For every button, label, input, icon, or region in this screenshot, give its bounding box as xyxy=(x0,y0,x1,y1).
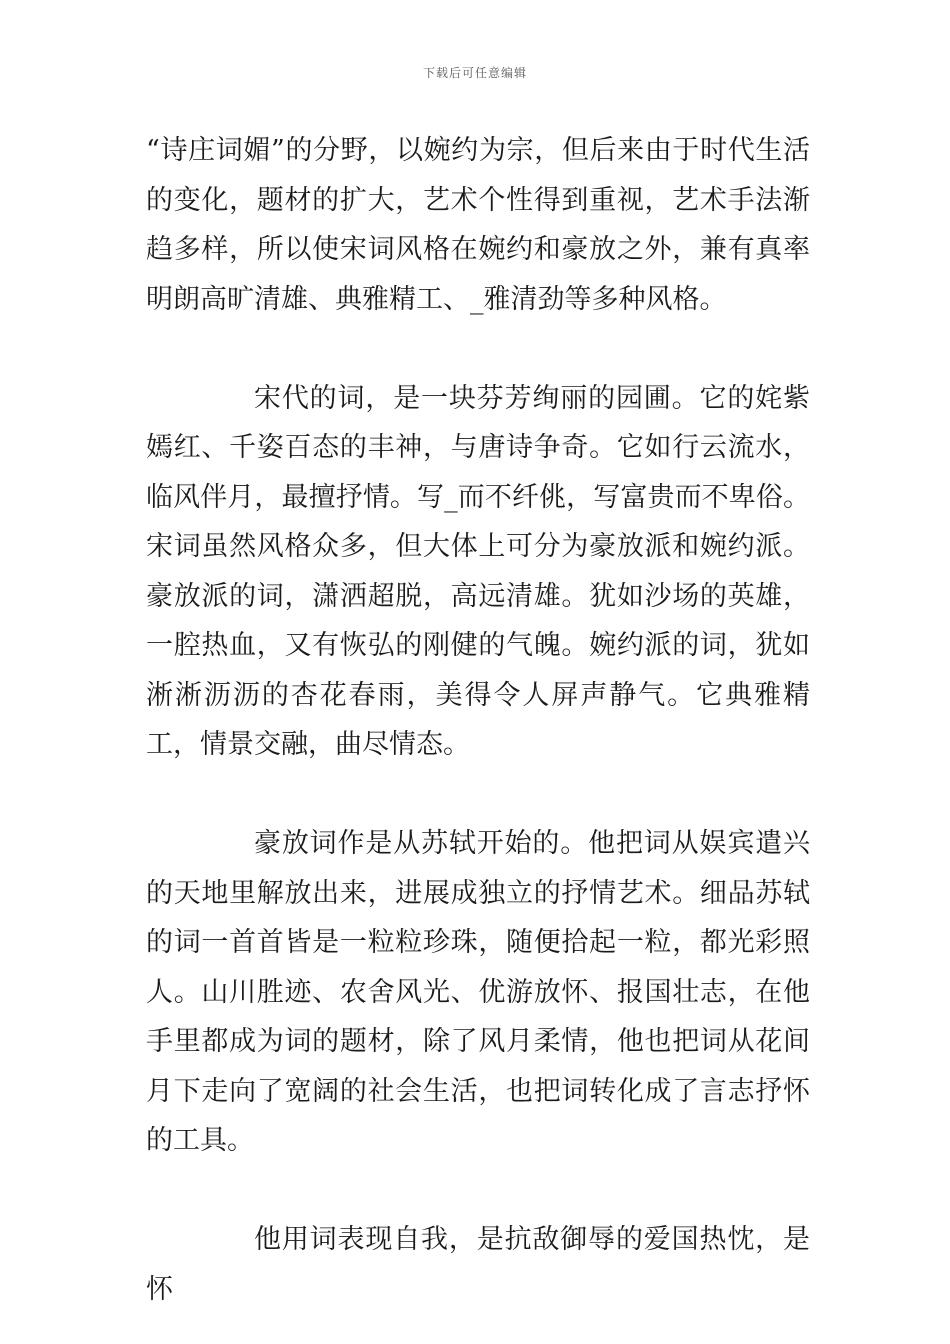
page-header: 下载后可任意编辑 xyxy=(422,66,527,80)
paragraph-3: 豪放词作是从苏轼开始的。他把词从娱宾遣兴的天地里解放出来，进展成独立的抒情艺术。细品苏轼的词一首首皆是一粒粒珍珠，随便拾起一粒，都光彩照人。山川胜迹、农舍风光、优游放怀、报国壮志，在他手里都成为词的题材，除了风月柔情，他也把词从花间月下走向了宽阔的社会生活，也把词转化成了言志抒怀的工具。 xyxy=(146,828,810,1156)
paragraph-1: “诗庄词媚”的分野，以婉约为宗，但后来由于时代生活的变化，题材的扩大，艺术个性得到重视，艺术手法渐趋多样，所以使宋词风格在婉约和豪放之外，兼有真率明朗高旷清雄、典雅精工、_雅清劲等多种风格。 xyxy=(146,135,810,315)
paragraph-4: 他用词表现自我，是抗敌御辱的爱国热忱，是怀 xyxy=(146,1224,810,1305)
paragraph-2: 宋代的词，是一块芬芳绚丽的园圃。它的姹紫嫣红、千姿百态的丰神，与唐诗争奇。它如行云流水，临风伴月，最擅抒情。写_而不纤佻，写富贵而不卑俗。宋词虽然风格众多，但大体上可分为豪放派和婉约派。豪放派的词，潇洒超脱，高远清雄。犹如沙场的英雄，一腔热血，又有恢弘的刚健的气魄。婉约派的词，犹如淅淅沥沥的杏花春雨，美得令人屏声静气。它典雅精工，情景交融，曲尽情态。 xyxy=(146,382,810,760)
document-body xyxy=(146,126,810,1314)
